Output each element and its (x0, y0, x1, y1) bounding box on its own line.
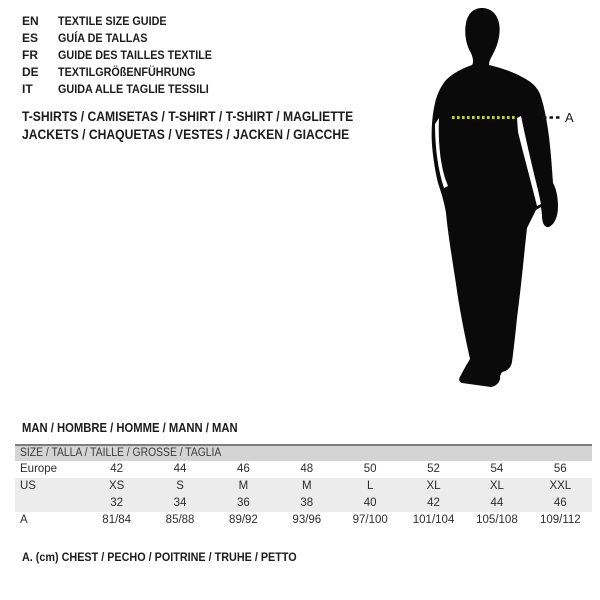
language-row-en (22, 13, 229, 30)
table-row-europe (15, 461, 592, 478)
table-cell: 46 (553, 497, 567, 509)
table-row-chest (15, 512, 592, 529)
table-cell: M (238, 480, 249, 492)
measure-label-a: A (565, 110, 574, 125)
language-label: GUÍA DE TALLAS (58, 31, 148, 45)
man-silhouette-icon (390, 0, 600, 400)
language-label: TEXTILGRÖßENFÜHRUNG (58, 65, 196, 79)
language-code: FR (22, 48, 38, 62)
table-cell: 93/96 (292, 514, 322, 526)
table-cell: 36 (237, 497, 250, 509)
language-code: DE (22, 65, 39, 79)
language-label: TEXTILE SIZE GUIDE (58, 14, 167, 28)
table-cell: XS (109, 480, 125, 492)
garment-categories (22, 108, 390, 144)
size-table-header-label: SIZE / TALLA / TAILLE / GRÖSSE / TAGLIA (20, 447, 222, 459)
table-cell: 52 (427, 463, 440, 475)
footnote-label: A. (cm) CHEST / PECHO / POITRINE / TRUHE / PETTO (22, 550, 297, 564)
table-cell: 54 (490, 463, 504, 475)
man-silhouette-figure (390, 0, 600, 400)
table-cell: XXL (549, 480, 572, 492)
row-label: Europe (20, 463, 58, 475)
language-legend (22, 13, 229, 98)
table-cell: 105/108 (476, 514, 518, 526)
table-cell: 101/104 (412, 514, 455, 526)
table-cell: 44 (490, 497, 504, 509)
table-row-us (15, 478, 592, 495)
table-cell: S (176, 480, 184, 492)
table-cell: 109/112 (539, 514, 581, 526)
table-row-us-numeric (15, 495, 592, 512)
row-label: A (20, 514, 28, 526)
table-cell: 97/100 (352, 514, 388, 526)
language-code: IT (22, 82, 33, 96)
table-cell: 56 (553, 463, 567, 475)
category-jackets-label: JACKETS / CHAQUETAS / VESTES / JACKEN / GIACCHE (22, 127, 350, 142)
language-code: EN (22, 14, 39, 28)
table-cell: 40 (363, 497, 377, 509)
language-row-de (22, 64, 229, 81)
size-table (15, 444, 592, 529)
category-tshirts (22, 108, 390, 126)
row-label: US (20, 480, 36, 492)
table-cell: 50 (363, 463, 377, 475)
table-cell: 85/88 (165, 514, 195, 526)
footnote-chest-legend (22, 549, 327, 565)
language-row-it (22, 81, 229, 98)
row-label (15, 495, 85, 512)
section-title-label: MAN / HOMBRE / HOMME / MANN / MAN (22, 421, 238, 435)
table-cell: 46 (237, 463, 250, 475)
table-cell: 38 (300, 497, 314, 509)
language-label: GUIDA ALLE TAGLIE TESSILI (58, 82, 209, 96)
size-table-header (15, 444, 592, 461)
table-cell: 81/84 (102, 514, 132, 526)
table-cell: 48 (300, 463, 314, 475)
category-tshirts-label: T-SHIRTS / CAMISETAS / T-SHIRT / T-SHIRT / MAGLIETTE (22, 109, 354, 124)
language-label: GUIDE DES TAILLES TEXTILE (58, 48, 213, 62)
table-cell: M (302, 480, 312, 492)
table-cell: 89/92 (229, 514, 258, 526)
table-cell: 44 (173, 463, 187, 475)
category-jackets (22, 126, 390, 144)
language-row-es (22, 30, 229, 47)
section-title-man (22, 420, 262, 436)
language-row-fr (22, 47, 229, 64)
table-cell: 32 (110, 497, 124, 509)
table-cell: 34 (173, 497, 187, 509)
table-cell: 42 (110, 463, 124, 475)
language-code: ES (22, 31, 39, 45)
table-cell: 42 (427, 497, 440, 509)
table-cell: L (366, 480, 374, 492)
table-cell: XL (426, 480, 441, 492)
table-cell: XL (489, 480, 504, 492)
